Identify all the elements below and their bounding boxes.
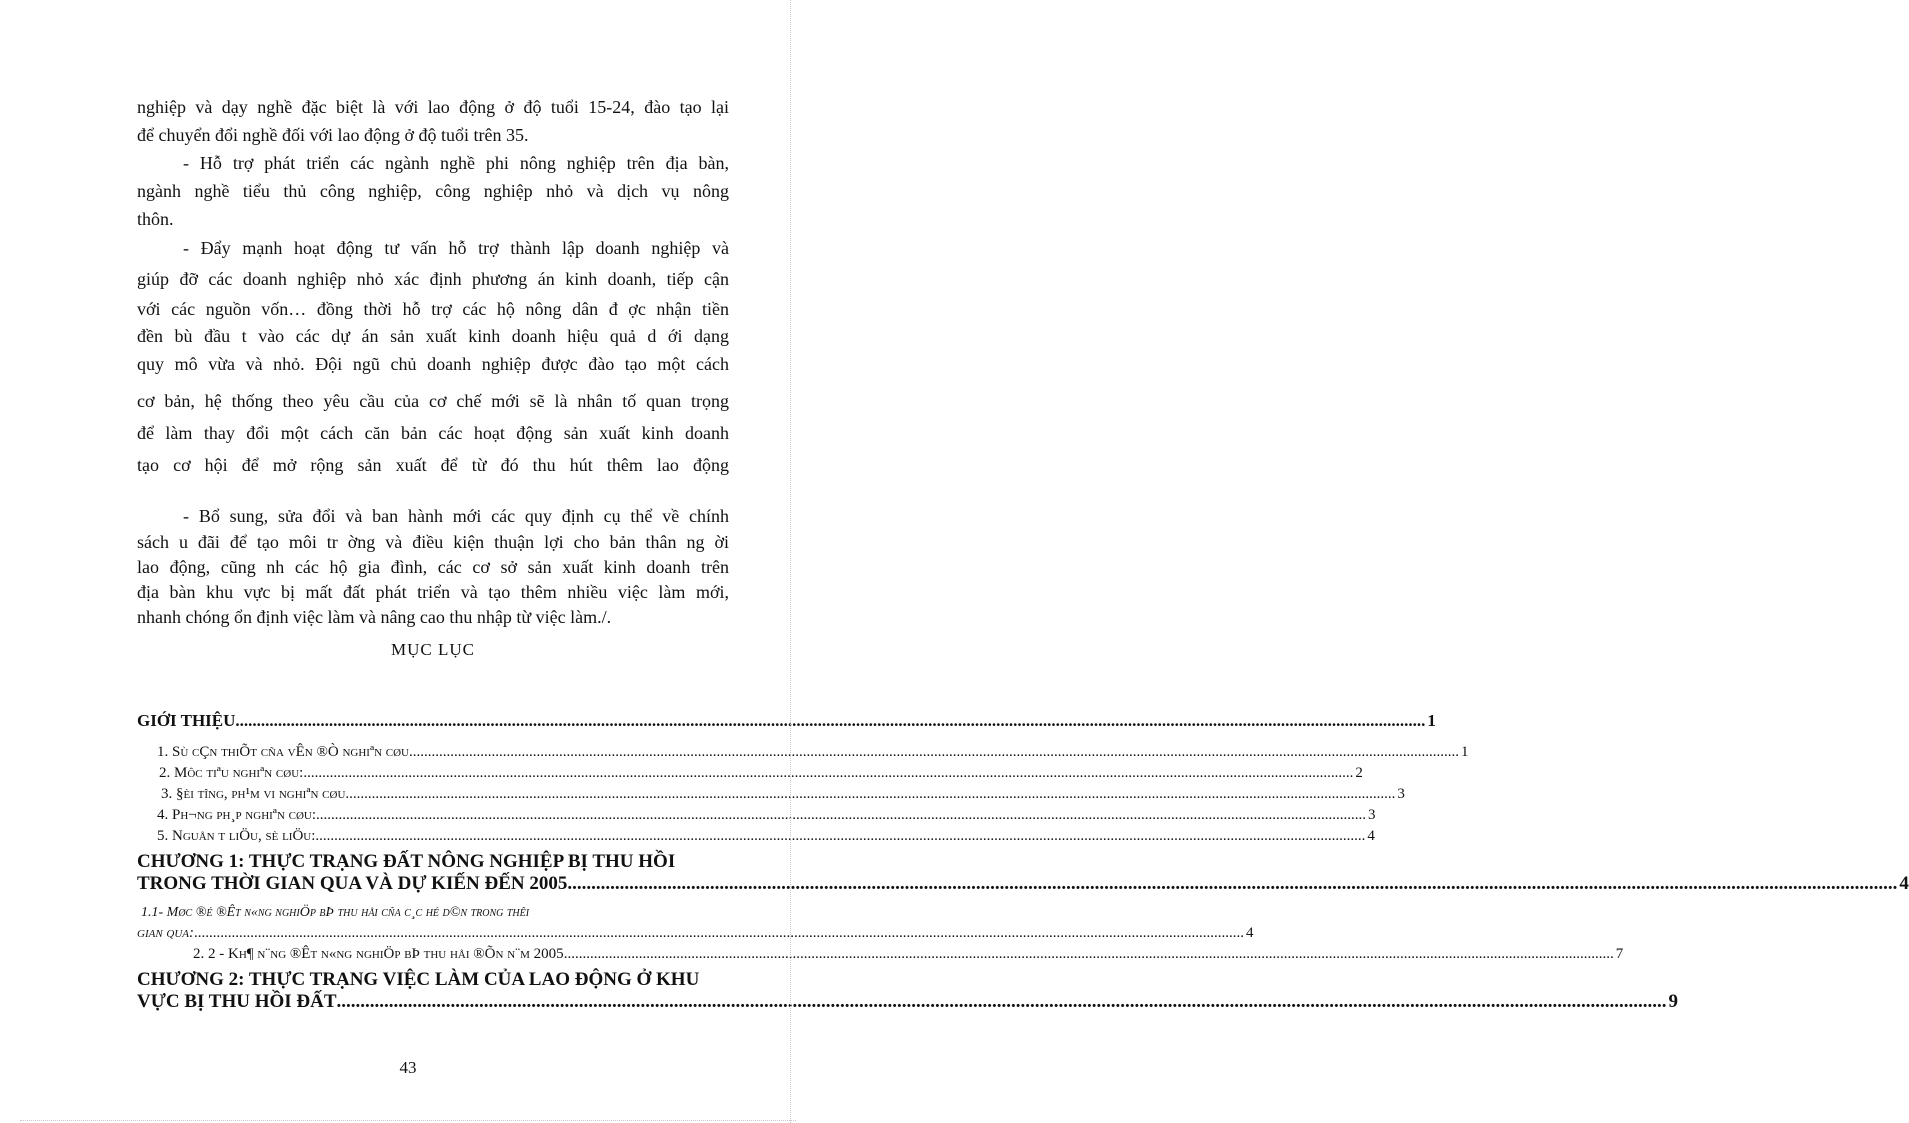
toc-entry-page: 4 (1246, 925, 1254, 941)
toc-leader-dots (303, 763, 1353, 784)
toc-entry[interactable] (137, 944, 1624, 965)
toc-entry-page: 4 (1367, 828, 1375, 844)
toc-leader-dots (567, 873, 1897, 895)
toc-entry-line (137, 991, 1679, 1013)
text-line: để làm thay đổi một cách căn bản các hoạt động sản xuất kinh doanh (137, 423, 729, 443)
text-line: - Bổ sung, sửa đổi và ban hành mới các quy định cụ thể về chính (183, 506, 729, 526)
toc-entry[interactable] (137, 805, 1376, 826)
toc-entry-page: 9 (1668, 991, 1679, 1012)
toc-title: MỤC LỤC (391, 640, 475, 659)
toc-leader-dots (345, 784, 1395, 805)
text-line: giúp đỡ các doanh nghiệp nhỏ xác định phương án kinh doanh, tiếp cận (137, 269, 729, 289)
toc-entry-page: 1 (1427, 711, 1436, 730)
text-line: địa bàn khu vực bị mất đất phát triển và tạo thêm nhiều việc làm mới, (137, 582, 729, 602)
toc-entry-text: 2. 2 - Kh¶ n¨ng ®Êt n«ng nghiÖp bÞ thu håi ®Õn n¨m 2005 (193, 946, 564, 962)
toc-entry-page: 4 (1899, 873, 1909, 894)
toc-leader-dots (337, 991, 1667, 1013)
toc-entry[interactable] (137, 710, 1436, 732)
toc-leader-dots (235, 710, 1425, 732)
text-line: nhanh chóng ổn định việc làm và nâng cao thu nhập từ việc làm./. (137, 607, 612, 627)
toc-leader-dots (194, 923, 1244, 944)
paragraph-policy-amendments (137, 503, 729, 630)
text-line: sách u đãi để tạo môi tr ờng và điều kiện thuận lợi cho bản thân ng ời (137, 532, 729, 552)
table-of-contents (137, 710, 1909, 1013)
toc-entry[interactable] (137, 969, 1679, 1013)
text-line: với các nguồn vốn… đồng thời hỗ trợ các hộ nông dân đ ợc nhận tiền (137, 299, 729, 319)
text-line: cơ bản, hệ thống theo yêu cầu của cơ chế mới sẽ là nhân tố quan trọng (137, 391, 729, 411)
text-line: - Đẩy mạnh hoạt động tư vấn hỗ trợ thành lập doanh nghiệp và (183, 238, 729, 258)
toc-entry-text: CHƯƠNG 1: THỰC TRẠNG ĐẤT NÔNG NGHIỆP BỊ THU HỒI (137, 851, 676, 872)
toc-leader-dots (315, 826, 1365, 847)
page-number: 43 (399, 1058, 417, 1077)
toc-entry[interactable] (137, 742, 1469, 763)
toc-entry-page: 1 (1461, 744, 1469, 760)
text-line: nghiệp và dạy nghề đặc biệt là với lao động ở độ tuổi 15-24, đào tạo lại (137, 97, 729, 117)
toc-entry[interactable] (137, 851, 1909, 895)
toc-entry-text: TRONG THỜI GIAN QUA VÀ DỰ KIẾN ĐẾN 2005 (137, 873, 568, 894)
text-line: để chuyển đổi nghề đối với lao động ở độ tuổi trên 35. (137, 125, 529, 145)
paragraph-vocational-training (137, 93, 729, 149)
toc-entry-line (137, 923, 1254, 944)
text-line: thôn. (137, 209, 174, 229)
text-line: lao động, cũng nh các hộ gia đình, các cơ sở sản xuất kinh doanh trên (137, 557, 729, 577)
toc-leader-dots (409, 742, 1459, 763)
toc-entry-line (137, 873, 1909, 895)
text-line: quy mô vừa và nhỏ. Đội ngũ chủ doanh nghiệp được đào tạo một cách (137, 354, 729, 374)
toc-entry-line (137, 851, 729, 873)
toc-entry-text: 3. §èi tîng, ph¹m vi nghiªn cøu (161, 786, 346, 802)
page-boundary-vertical (790, 0, 791, 1123)
page-boundary-rule (20, 1120, 796, 1121)
toc-entry-text: GIỚI THIỆU (137, 711, 236, 730)
toc-entry-text: 5. Nguån t liÖu, sè liÖu: (157, 828, 316, 844)
toc-entry-page: 7 (1615, 946, 1624, 962)
toc-entry-line (137, 969, 729, 991)
toc-entry-page: 2 (1355, 765, 1363, 781)
toc-entry-text: 2. Môc tiªu nghiªn cøu: (159, 765, 304, 781)
toc-leader-dots (564, 944, 1614, 965)
paragraph-business-consulting (137, 233, 729, 481)
text-line: đền bù đầu t vào các dự án sản xuất kinh doanh hiệu quả d ới dạng (137, 326, 729, 346)
text-line: ngành nghề tiểu thủ công nghiệp, công nghiệp nhỏ và dịch vụ nông (137, 181, 729, 201)
toc-entry[interactable] (137, 763, 1363, 784)
text-line: tạo cơ hội để mở rộng sản xuất để từ đó thu hút thêm lao động (137, 455, 729, 475)
toc-leader-dots (316, 805, 1366, 826)
toc-entry-text: CHƯƠNG 2: THỰC TRẠNG VIỆC LÀM CỦA LAO ĐỘNG Ở KHU (137, 969, 700, 990)
toc-entry-text: gian qua: (137, 925, 195, 941)
toc-entry[interactable] (137, 826, 1375, 847)
toc-entry-text: 1. Sù cÇn thiÕt cña vÊn ®Ò nghiªn cøu (157, 744, 410, 760)
toc-entry-text: VỰC BỊ THU HỒI ĐẤT (137, 991, 337, 1012)
toc-entry-page: 3 (1397, 786, 1405, 802)
toc-entry-text: 1.1- Møc ®é ®Êt n«ng nghiÖp bÞ thu håi cña c¸c hé d©n trong thêi (141, 905, 530, 920)
paragraph-non-agri-support (137, 149, 729, 233)
text-line: - Hỗ trợ phát triển các ngành nghề phi nông nghiệp trên địa bàn, (183, 153, 729, 173)
toc-entry[interactable] (137, 784, 1405, 805)
toc-entry-page: 3 (1368, 807, 1376, 823)
toc-entry[interactable] (137, 903, 1254, 944)
toc-entry-text: 4. Ph¬ng ph¸p nghiªn cøu: (157, 807, 317, 823)
toc-entry-line (137, 903, 729, 923)
